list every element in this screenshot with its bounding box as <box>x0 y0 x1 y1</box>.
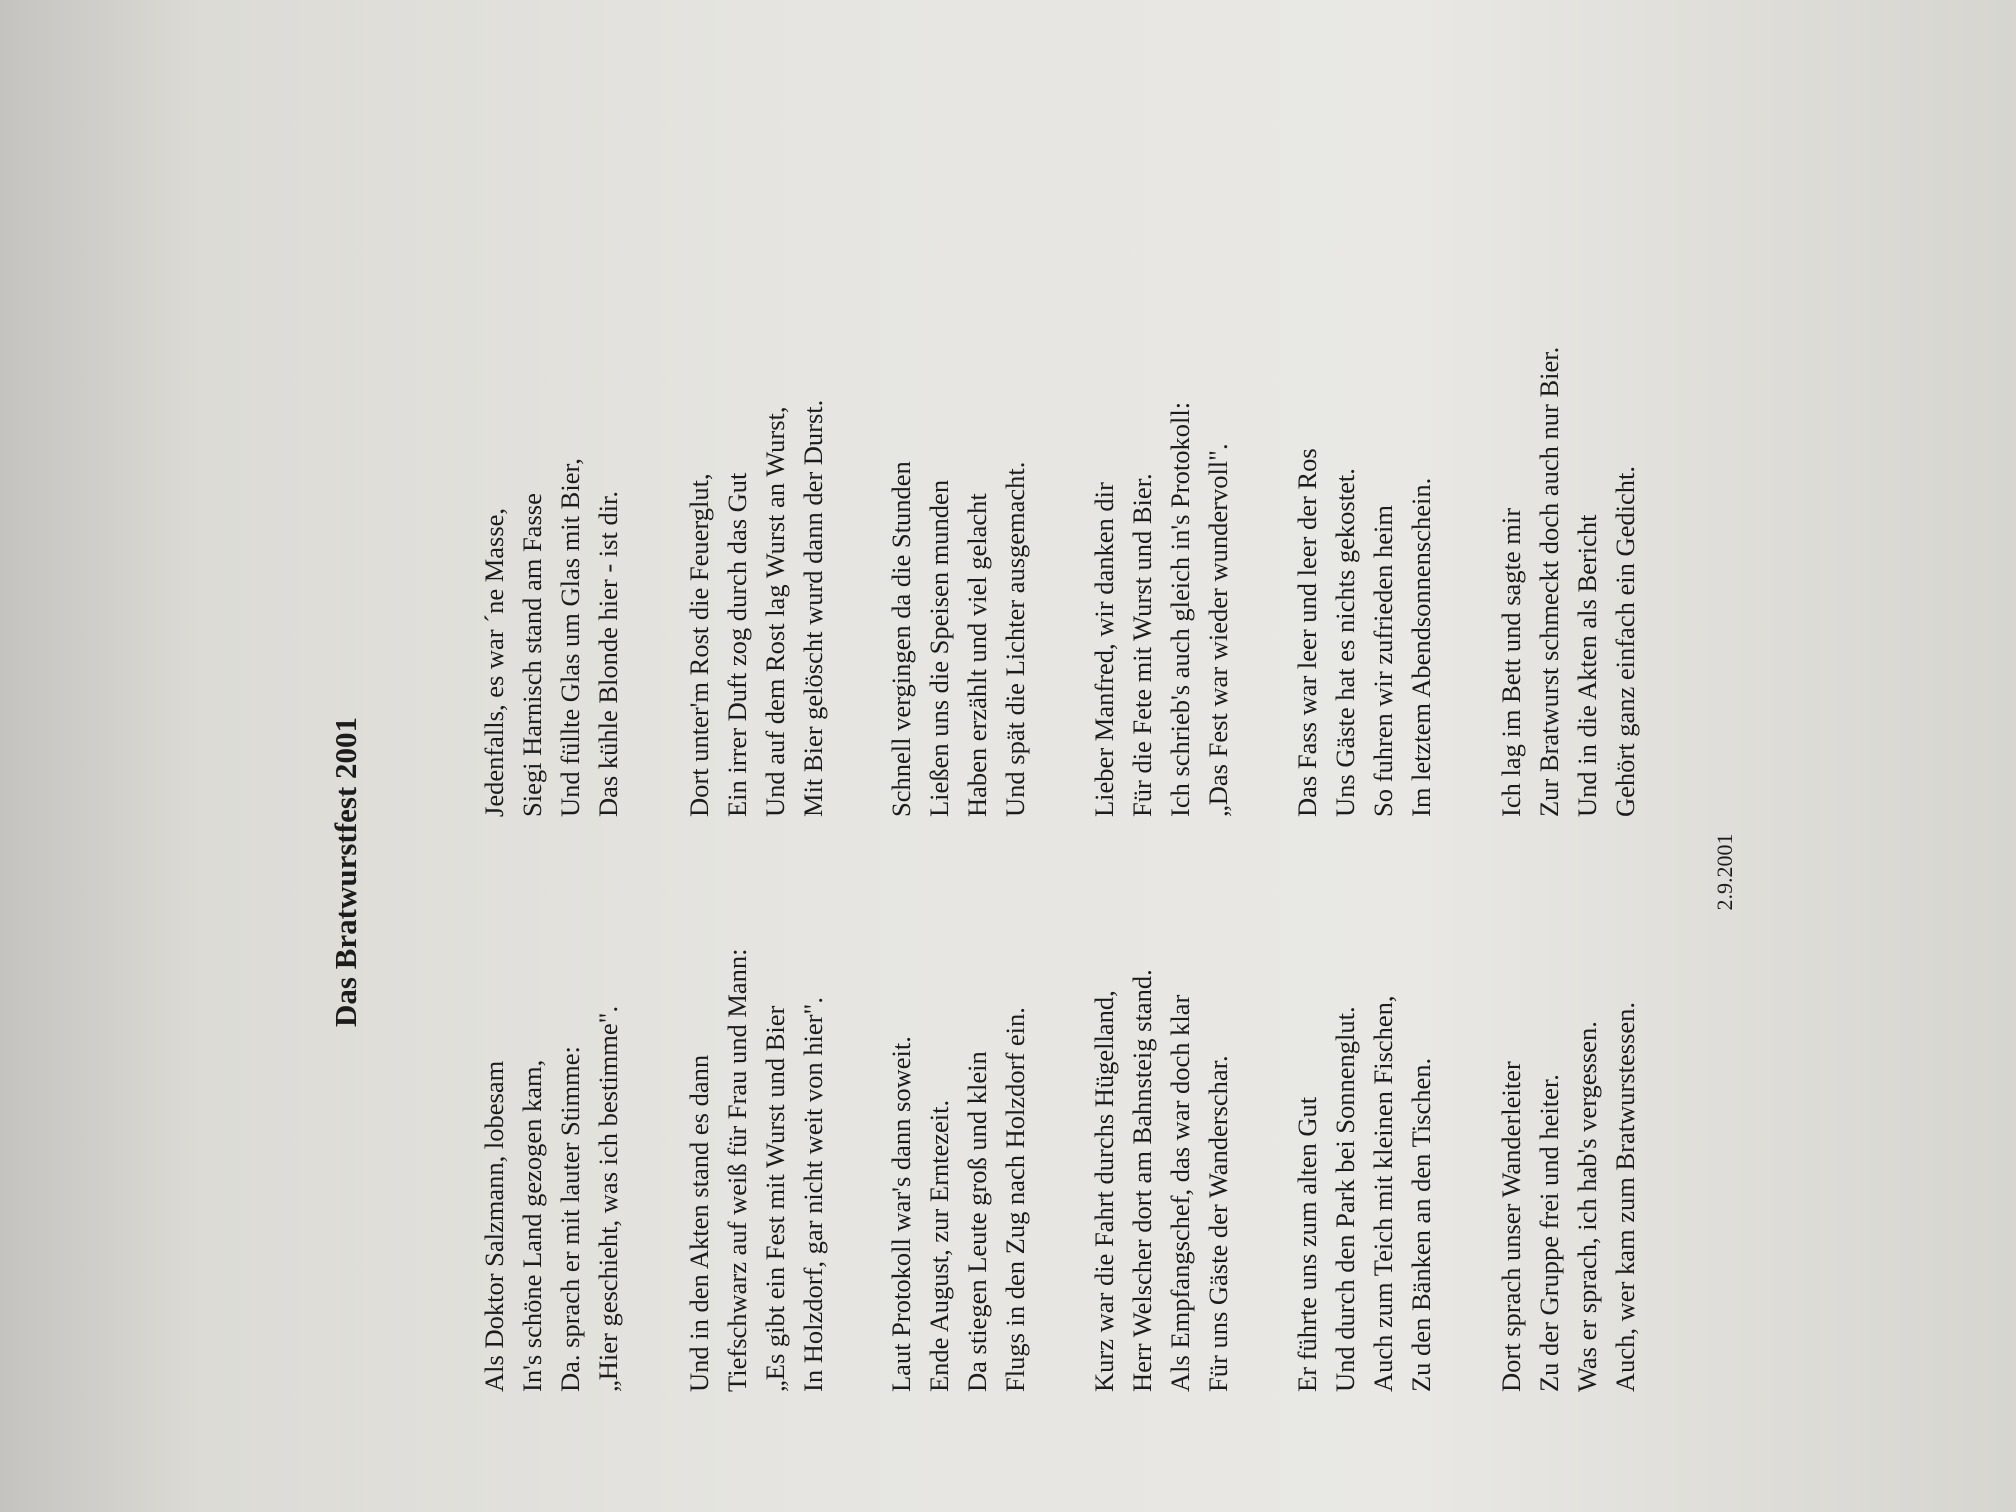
right-stanza-5 <box>1288 448 1440 817</box>
poem-line: Herr Welscher dort am Bahnsteig stand. <box>1127 969 1157 1392</box>
poem-line: Ein irrer Duft zog durch das Gut <box>722 472 752 817</box>
poem-line: Auch, wer kam zum Bratwurstessen. <box>1610 1001 1640 1392</box>
poem-title: Das Bratwurstfest 2001 <box>328 717 363 1027</box>
poem-line: Da. sprach er mit lauter Stimme: <box>555 1046 585 1392</box>
poem-line: Ich lag im Bett und sagte mir <box>1496 507 1526 817</box>
poem-line: „Es gibt ein Fest mit Wurst und Bier <box>760 1005 790 1392</box>
poem-line: Laut Protokoll war's dann soweit. <box>886 1036 916 1392</box>
poem-line: Kurz war die Fahrt durchs Hügelland, <box>1089 990 1119 1392</box>
poem-line: Was er sprach, ich hab's vergessen. <box>1572 1021 1602 1392</box>
poem-line: Für uns Gäste der Wanderschar. <box>1203 1055 1233 1392</box>
left-stanza-2 <box>680 948 832 1392</box>
poem-line: Ende August, zur Erntezeit. <box>924 1099 954 1392</box>
poem-line: In Holzdorf, gar nicht weit von hier". <box>798 997 828 1392</box>
poem-page <box>270 232 2010 1512</box>
poem-line: Mit Bier gelöscht wurd dann der Durst. <box>798 399 828 817</box>
right-stanza-6 <box>1492 347 1644 817</box>
poem-line: Haben erzählt und viel gelacht <box>962 493 992 817</box>
poem-line: Jedenfalls, es war ´ne Masse, <box>479 507 509 817</box>
left-stanza-5 <box>1288 995 1440 1392</box>
poem-line: Das kühle Blonde hier - ist dir. <box>593 490 623 817</box>
right-stanza-3 <box>882 461 1034 817</box>
poem-line: Siegi Harnisch stand am Fasse <box>517 493 547 817</box>
left-stanza-4 <box>1085 969 1237 1392</box>
poem-line: Und spät die Lichter ausgemacht. <box>1000 461 1030 817</box>
poem-line: Lieber Manfred, wir danken dir <box>1089 482 1119 817</box>
poem-line: Flugs in den Zug nach Holzdorf ein. <box>1000 1007 1030 1392</box>
poem-line: Uns Gäste hat es nichts gekostet. <box>1330 468 1360 817</box>
poem-line: Dort sprach unser Wanderleiter <box>1496 1061 1526 1392</box>
poem-line: Dort unter'm Rost die Feuerglut, <box>684 473 714 817</box>
right-stanza-4 <box>1085 402 1237 817</box>
poem-line: Zu den Bänken an den Tischen. <box>1406 1057 1436 1392</box>
poem-line: Für die Fete mit Wurst und Bier. <box>1127 473 1157 817</box>
poem-line: Auch zum Teich mit kleinen Fischen, <box>1368 995 1398 1392</box>
poem-line: „Das Fest war wieder wundervoll". <box>1203 443 1233 817</box>
left-stanza-3 <box>882 1007 1034 1392</box>
poem-line: Gehört ganz einfach ein Gedicht. <box>1610 466 1640 817</box>
poem-line: In's schöne Land gezogen kam, <box>517 1059 547 1392</box>
poem-line: Und füllte Glas um Glas mit Bier, <box>555 458 585 817</box>
poem-line: Und in die Akten als Bericht <box>1572 514 1602 817</box>
poem-line: „Hier geschieht, was ich bestimme". <box>593 1005 623 1392</box>
poem-line: So fuhren wir zufrieden heim <box>1368 504 1398 817</box>
left-stanza-1 <box>475 1006 627 1392</box>
poem-line: Schnell vergingen da die Stunden <box>886 461 916 817</box>
poem-line: Und durch den Park bei Sonnenglut. <box>1330 1006 1360 1392</box>
poem-line: Im letztem Abendsonnenschein. <box>1406 477 1436 817</box>
left-stanza-6 <box>1492 1002 1644 1392</box>
poem-line: Zu der Gruppe frei und heiter. <box>1534 1074 1564 1392</box>
poem-line: Er führte uns zum alten Gut <box>1292 1096 1322 1392</box>
poem-line: Tiefschwarz auf weiß für Frau und Mann: <box>722 948 752 1392</box>
right-stanza-2 <box>680 400 832 817</box>
poem-line: Das Fass war leer und leer der Ros <box>1292 448 1322 817</box>
right-stanza-1 <box>475 458 627 817</box>
poem-line: Ließen uns die Speisen munden <box>924 479 954 817</box>
poem-line: Als Doktor Salzmann, lobesam <box>479 1060 509 1392</box>
poem-line: Da stiegen Leute groß und klein <box>962 1051 992 1392</box>
poem-date: 2.9.2001 <box>1712 833 1737 911</box>
poem-line: Zur Bratwurst schmeckt doch auch nur Bier. <box>1534 346 1564 817</box>
poem-line: Ich schrieb's auch gleich in's Protokoll: <box>1165 401 1195 817</box>
poem-line: Und auf dem Rost lag Wurst an Wurst, <box>760 406 790 817</box>
poem-line: Und in den Akten stand es dann <box>684 1054 714 1392</box>
poem-line: Als Empfangschef, das war doch klar <box>1165 994 1195 1392</box>
